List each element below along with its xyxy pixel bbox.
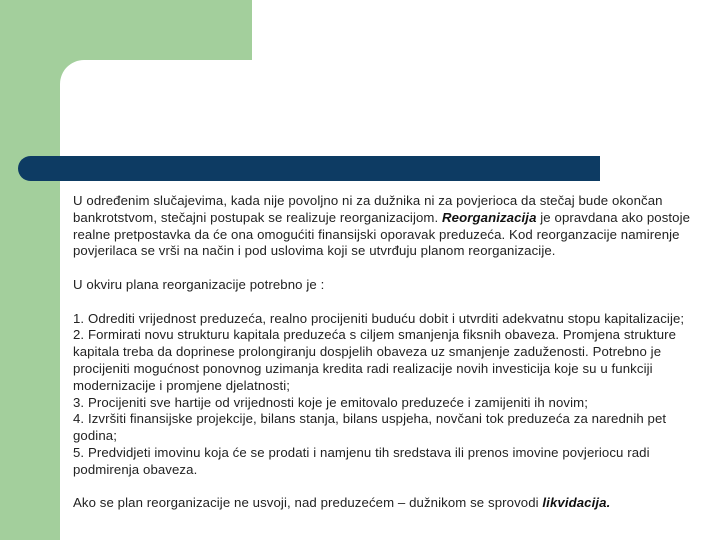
reorganizacija-emphasis: Reorganizacija <box>442 209 537 225</box>
plan-heading: U okviru plana reorganizacije potrebno je : <box>73 276 325 292</box>
list-item: 4. Izvršiti finansijske projekcije, bilans stanja, bilans uspjeha, novčani tok preduzeća za narednih pet godina; <box>73 411 667 444</box>
intro-paragraph <box>73 193 709 260</box>
slide-body <box>73 193 709 529</box>
intro-text-b: je opravdana ako postoje realne pretpostavka da će ona omogućiti finansijski oporavak preduzeća. Kod reorganzacije namirenje povjerilaca se vrši na način i pod uslovima koji se utvrđuju planom reorganizacije. <box>73 209 691 259</box>
list-item: 3. Procijeniti sve hartije od vrijednosti koje je emitovalo preduzeće i zamijeniti ih novim; <box>73 394 588 410</box>
list-item: 5. Predvidjeti imovinu koja će se prodati i namjenu tih sredstava ili prenos imovine povjeriocu radi podmirenja obaveza. <box>73 444 650 477</box>
plan-list <box>73 311 709 479</box>
closing-paragraph <box>73 495 709 512</box>
list-item: 2. Formirati novu strukturu kapitala preduzeća s ciljem smanjenja fiksnih obaveza. Promjena strukture kapitala treba da doprinese prolongiranju dospjelih obaveza uz smanjenje zaduženosti. Potrebno je procijeniti mogućnost ponovnog uzimanja kredita radi realizacije novih investicija koje su u funkciji modernizacije i promjene djelatnosti; <box>73 327 677 393</box>
closing-text: Ako se plan reorganizacije ne usvoji, nad preduzećem – dužnikom se sprovodi <box>73 495 543 511</box>
likvidacija-emphasis: likvidacija. <box>542 495 611 511</box>
intro-text-a: U određenim slučajevima, kada nije povoljno ni za dužnika ni za povjerioca da stečaj bude okončan bankrotstvom, stečajni postupak se realizuje reorganizacijom. <box>73 193 663 225</box>
title-bar-decor <box>18 156 600 181</box>
list-item: 1. Odrediti vrijednost preduzeća, realno procijeniti buduću dobit i utvrditi adekvatnu stopu kapitalizacije; <box>73 310 685 326</box>
